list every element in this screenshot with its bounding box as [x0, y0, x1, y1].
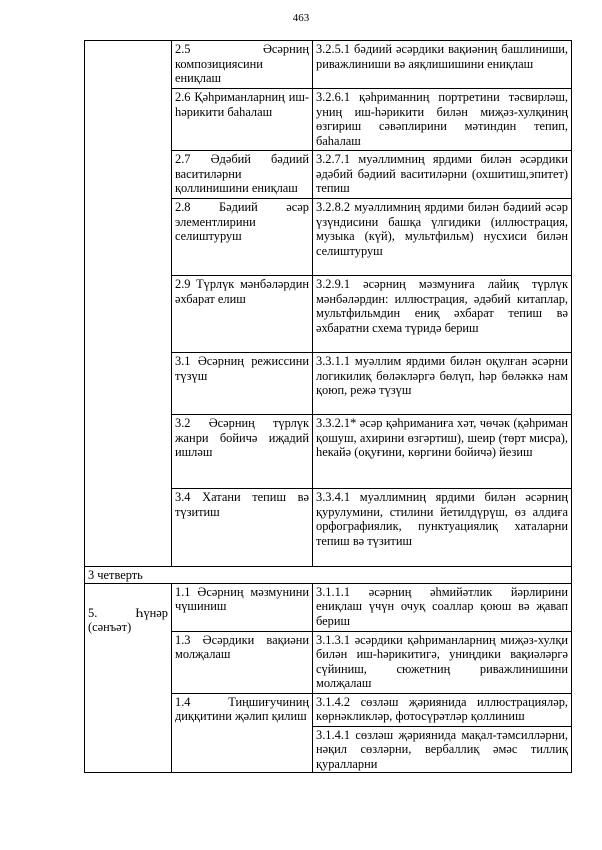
skill-cell: 1.3 Әсәрдики вақиәни молҗалаш — [172, 631, 313, 693]
outcome-cell: 3.2.9.1 әсәрниң мәзмуниға лайиқ түрлүк мәнбәләрдин: иллюстрация, әдәбий китаплар, мультфильмдин ениқ әхбарат тепиш вә әхбаратни схема түридә бериш — [313, 276, 572, 353]
skill-cell: 1.4 Тиңшиғучиниң диққитини җәлип қилиш — [172, 693, 313, 772]
outcome-cell: 3.2.8.2 муәллимниң ярдими билән бәдиий әсәр үзүндисини башқа үлгидики (иллюстрация, музыка (күй), мультфильм) нусхиси билән селиштуруш — [313, 199, 572, 276]
outcome-cell: 3.2.6.1 қәһриманниң портретини тәсвирләш, униң иш-һәрикити билән миҗәз-хулқиниң өзгириш сәвәплирини мәтиндин тепип, баһалаш — [313, 89, 572, 151]
page-number: 463 — [292, 12, 310, 24]
section-cell-empty — [85, 41, 172, 567]
outcome-cell: 3.3.4.1 муәллимниң ярдими билән әсәрниң қурулумини, стилини йетилдүрүш, өз алдиға орфографиялик, пунктуациялиқ хаталарни тепиш вә түзитиш — [313, 489, 572, 567]
outcome-cell: 3.1.1.1 әсәрниң әһмийәтлик йәрлирини ениқлаш үчүн очуқ соаллар қоюш вә җавап бериш — [313, 583, 572, 631]
skill-cell: 2.6 Қәһриманларниң иш-һәрикити баһалаш — [172, 89, 313, 151]
quarter-row — [85, 567, 572, 584]
skill-cell: 3.2 Әсәрниң түрлүк жанри бойичә иҗадий ишләш — [172, 415, 313, 489]
quarter-label: 3 четверть — [85, 567, 572, 584]
outcome-text-extra: 3.1.4.1 сөзләш җәриянида мақал-тәмсилләрни, нәқил сөзләрни, вербаллиқ әмәс тиллиқ қуралларни — [313, 726, 571, 772]
outcome-cell-group — [313, 693, 572, 772]
outcome-cell: 3.3.2.1* әсәр қәһриманиға хәт, чөчәк (қәһриман қошуш, ахирини өзгәртиш), шеир (төрт мисра), һекайә (оқуғини, көргини бойичә) йезиш — [313, 415, 572, 489]
outcome-text: 3.1.4.2 сөзләш җәриянида иллюстрацияләр, көрнәкликләр, фотосүрәтләр қоллиниш — [316, 694, 568, 724]
skill-cell: 3.4 Хатани тепиш вә түзитиш — [172, 489, 313, 567]
outcome-cell: 3.2.7.1 муәллимниң ярдими билән әсәрдики әдәбий бәдиий васитиләрни (охшитиш,эпитет) тепиш — [313, 151, 572, 199]
skill-cell: 3.1 Әсәрниң режиссини түзүш — [172, 353, 313, 415]
skill-cell: 2.7 Әдәбий бәдиий васитиләрни қоллинишини ениқлаш — [172, 151, 313, 199]
skill-cell: 2.5 Әсәрниң композициясини ениқлаш — [172, 41, 313, 89]
skill-cell: 1.1 Әсәрниң мәзмунини чүшиниш — [172, 583, 313, 631]
table-row — [85, 41, 572, 89]
skill-cell: 2.9 Түрлүк мәнбәләрдин әхбарат елиш — [172, 276, 313, 353]
outcome-cell: 3.1.3.1 әсәрдики қәһриманларниң миҗәз-хулқи билән иш-һәрикитигә, униңдики вақиәләргә сүйиниш, сюжетниң риважлинишини молҗалаш — [313, 631, 572, 693]
table-row — [85, 583, 572, 631]
outcome-cell: 3.3.1.1 муәллим ярдими билән оқулған әсәрни логикилиқ бөләкләргә бөлүп, һәр бөләккә нам қоюп, режә түзүш — [313, 353, 572, 415]
curriculum-table — [84, 40, 572, 773]
skill-cell: 2.8 Бәдиий әсәр элементлирини селиштуруш — [172, 199, 313, 276]
outcome-cell: 3.2.5.1 бәдиий әсәрдики вақиәниң башлиниши, риважлиниши вә аяқлишишини ениқлаш — [313, 41, 572, 89]
section-label: 5. Һүнәр (сәнъәт) — [85, 583, 172, 772]
